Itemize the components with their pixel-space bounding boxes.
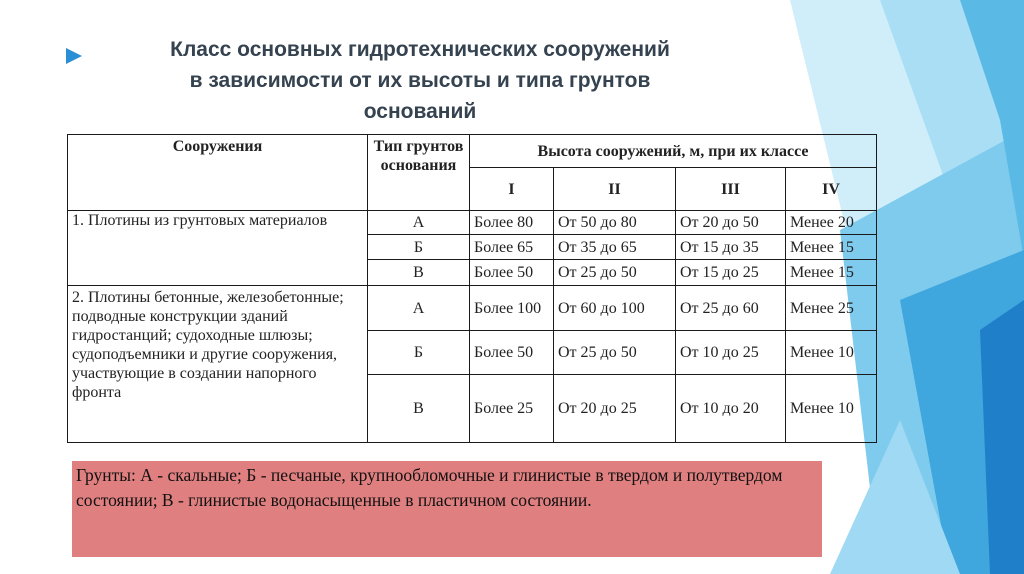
soil-cell: А [368,286,470,331]
value-cell: Менее 15 [786,260,877,286]
soil-cell: В [368,260,470,286]
value-cell: От 20 до 50 [676,211,786,235]
value-cell: Более 25 [470,375,554,443]
soil-cell: Б [368,235,470,260]
value-cell: От 25 до 60 [676,286,786,331]
value-cell: Менее 25 [786,286,877,331]
soil-legend-note: Грунты: А - скальные; Б - песчаные, крупнообломочные и глинистые в твердом и полутвердом состоянии; В - глинистые водонасыщенные в пластичном состоянии. [72,461,822,557]
soil-cell: Б [368,331,470,375]
value-cell: Менее 10 [786,331,877,375]
value-cell: От 15 до 35 [676,235,786,260]
value-cell: Менее 20 [786,211,877,235]
header-class: III [676,168,786,211]
value-cell: Более 100 [470,286,554,331]
table-header-row [68,135,877,168]
value-cell: От 20 до 25 [554,375,676,443]
table-row [68,211,877,235]
value-cell: Более 50 [470,331,554,375]
value-cell: Более 50 [470,260,554,286]
header-class: I [470,168,554,211]
table-row [68,286,877,331]
value-cell: От 10 до 20 [676,375,786,443]
value-cell: От 25 до 50 [554,260,676,286]
slide-title [120,34,720,127]
header-height: Высота сооружений, м, при их классе [470,135,877,168]
value-cell: От 10 до 25 [676,331,786,375]
value-cell: От 50 до 80 [554,211,676,235]
value-cell: Менее 10 [786,375,877,443]
value-cell: От 15 до 25 [676,260,786,286]
value-cell: Более 80 [470,211,554,235]
title-line-1: Класс основных гидротехнических сооружений [170,38,670,61]
header-structures: Сооружения [68,135,368,211]
value-cell: От 25 до 50 [554,331,676,375]
header-soil-type: Тип грунтов основания [368,135,470,211]
title-line-3: оснований [363,100,477,123]
value-cell: Более 65 [470,235,554,260]
value-cell: От 35 до 65 [554,235,676,260]
soil-cell: В [368,375,470,443]
structure-class-table [67,134,877,443]
title-line-2: в зависимости от их высоты и типа грунтов [189,69,651,92]
header-class: IV [786,168,877,211]
value-cell: От 60 до 100 [554,286,676,331]
soil-cell: А [368,211,470,235]
group-name: 2. Плотины бетонные, железобетонные; подводные конструкции зданий гидростанций; судоходные шлюзы; судоподъемники и другие сооружения, участвующие в создании напорного фронта [68,286,368,443]
value-cell: Менее 15 [786,235,877,260]
header-class: II [554,168,676,211]
group-name: 1. Плотины из грунтовых материалов [68,211,368,286]
